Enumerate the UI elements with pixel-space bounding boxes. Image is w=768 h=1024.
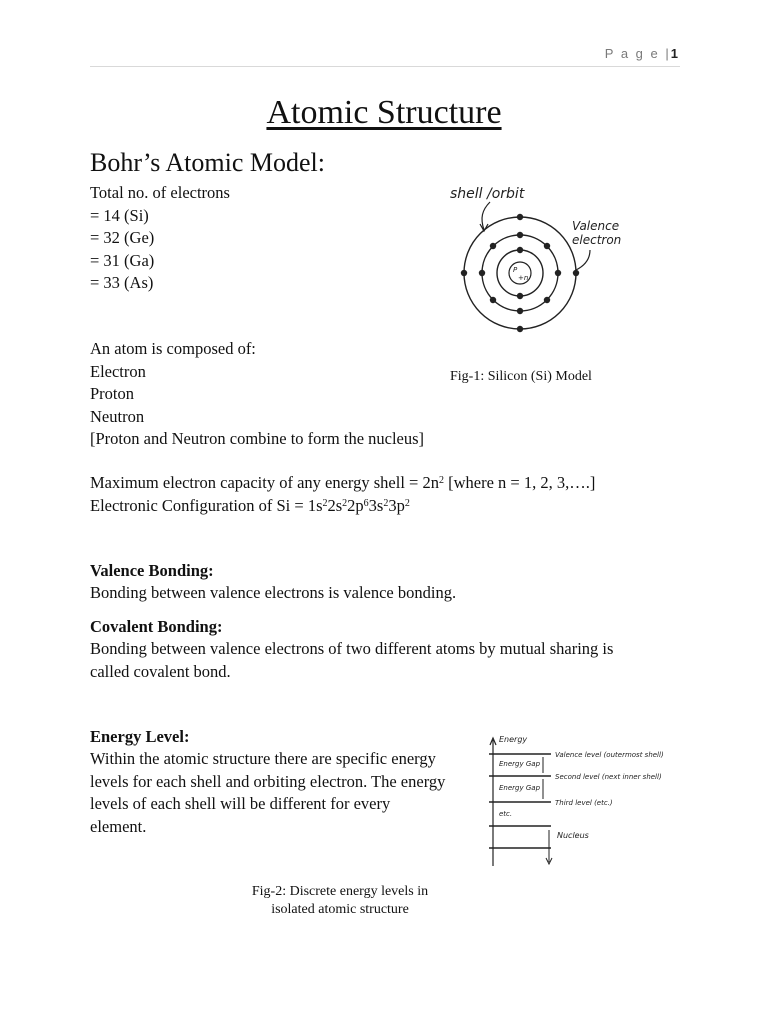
electron-dot xyxy=(490,297,496,303)
electron-count-intro: Total no. of electrons xyxy=(90,183,230,202)
covalent-bonding-line2: called covalent bond. xyxy=(90,661,231,681)
electron-dot xyxy=(517,232,523,238)
electron-count-ge: = 32 (Ge) xyxy=(90,228,155,247)
valence-electron-dot xyxy=(573,270,579,276)
valence-level-label: Valence level (outermost shell) xyxy=(555,751,664,759)
energy-gap-label: Energy Gap xyxy=(499,760,541,768)
energy-level-diagram xyxy=(485,730,685,870)
energy-gap-label: Energy Gap xyxy=(499,784,541,792)
config-exponent: 6 xyxy=(363,497,369,509)
etc-label: etc. xyxy=(499,810,513,818)
energy-level-line4: element. xyxy=(90,816,147,836)
si-configuration-line xyxy=(90,495,710,518)
electron-dot xyxy=(544,297,550,303)
energy-level-section xyxy=(90,726,480,838)
second-level-label: Second level (next inner shell) xyxy=(555,773,662,781)
config-exponent: 2 xyxy=(342,497,348,509)
valence-arrow xyxy=(576,250,590,270)
inner-shell xyxy=(497,250,543,296)
fig1-caption: Fig-1: Silicon (Si) Model xyxy=(450,369,592,384)
silicon-atom-diagram xyxy=(430,178,650,348)
third-level-label: Third level (etc.) xyxy=(555,799,613,807)
config-prefix: Electronic Configuration of Si = xyxy=(90,495,308,515)
config-term: 2s xyxy=(327,495,343,515)
config-exponent: 2 xyxy=(404,497,410,509)
config-term: 1s xyxy=(307,495,323,515)
shell-orbit-label: shell /orbit xyxy=(450,186,525,202)
electron-count-ga: = 31 (Ga) xyxy=(90,250,155,270)
energy-level-line3: levels of each shell will be different for every xyxy=(90,794,391,813)
capacity-block xyxy=(90,472,710,517)
fig2-caption xyxy=(230,883,450,919)
valence-electron-dot xyxy=(517,214,523,220)
valence-electron-dot xyxy=(517,326,523,332)
particle-proton: Proton xyxy=(90,384,135,403)
fig2-caption-line2: isolated atomic structure xyxy=(271,902,409,917)
capacity-text: Maximum electron capacity of any energy shell = 2n xyxy=(90,473,439,492)
page-number xyxy=(605,46,678,61)
valence-label-line2: electron xyxy=(572,233,622,247)
electron-dot xyxy=(544,243,550,249)
particle-neutron: Neutron xyxy=(90,406,145,426)
covalent-bonding-section xyxy=(90,616,730,683)
covalent-bonding-line1: Bonding between valence electrons of two different atoms by mutual sharing is xyxy=(90,639,614,658)
electron-dot xyxy=(517,247,523,253)
electron-count-block xyxy=(90,182,230,295)
valence-label-line1: Valence xyxy=(572,219,620,233)
covalent-bonding-heading: Covalent Bonding: xyxy=(90,617,223,636)
composition-block xyxy=(90,338,424,451)
electron-dot xyxy=(479,270,485,276)
valence-bonding-section xyxy=(90,560,710,605)
config-term: 2p xyxy=(347,495,364,515)
valence-bonding-text: Bonding between valence electrons is valence bonding. xyxy=(90,583,457,602)
bohr-heading: Bohr’s Atomic Model: xyxy=(90,148,325,177)
page-label: P a g e xyxy=(604,46,660,61)
energy-level-line1: Within the atomic structure there are specific energy xyxy=(90,749,436,768)
page-title: Atomic Structure xyxy=(266,94,502,131)
config-term: 3s xyxy=(368,495,384,515)
config-term: 3p xyxy=(388,495,405,515)
composition-intro: An atom is composed of: xyxy=(90,339,256,358)
electron-count-si: = 14 (Si) xyxy=(90,205,149,225)
nucleus-neutron-label: +n xyxy=(518,274,529,282)
page-number-value: 1 xyxy=(670,46,678,61)
valence-electron-dot xyxy=(461,270,467,276)
electron-dot xyxy=(555,270,561,276)
electron-dot xyxy=(517,293,523,299)
shell-capacity-line xyxy=(90,472,710,495)
energy-axis-label: Energy xyxy=(499,735,528,744)
electron-count-as: = 33 (As) xyxy=(90,273,154,292)
electron-dot xyxy=(517,308,523,314)
nucleus-proton-label: P xyxy=(513,266,518,274)
header-divider xyxy=(90,66,680,67)
particle-electron: Electron xyxy=(90,361,146,381)
page-separator: | xyxy=(665,46,671,61)
fig2-caption-line1: Fig-2: Discrete energy levels in xyxy=(251,884,429,899)
valence-bonding-heading: Valence Bonding: xyxy=(90,561,214,580)
energy-level-heading: Energy Level: xyxy=(90,727,190,746)
energy-level-line2: levels for each shell and orbiting electron. The energy xyxy=(90,771,446,791)
nucleus-note: [Proton and Neutron combine to form the nucleus] xyxy=(90,429,425,448)
nucleus-label: Nucleus xyxy=(557,831,589,840)
config-exponent: 2 xyxy=(322,497,328,509)
config-exponent: 2 xyxy=(383,497,389,509)
capacity-where: [where n = 1, 2, 3,….] xyxy=(443,473,596,492)
electron-dot xyxy=(490,243,496,249)
capacity-exponent: 2 xyxy=(438,475,444,486)
